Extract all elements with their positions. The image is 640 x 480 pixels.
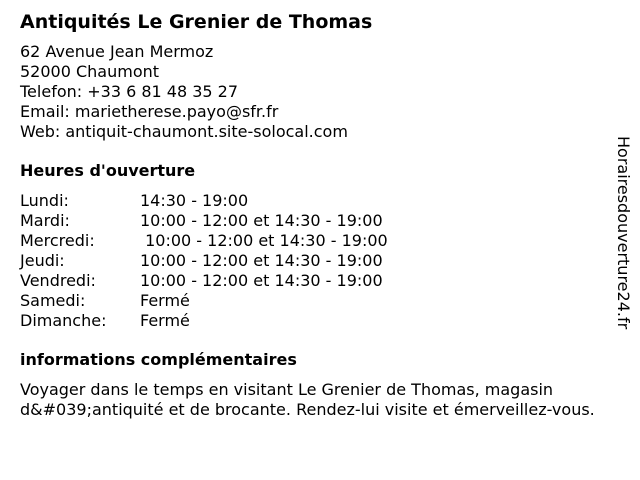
info-heading: informations complémentaires — [20, 350, 297, 369]
hours-day: Jeudi: — [20, 251, 65, 270]
hours-row-monday — [20, 191, 620, 211]
info-description: Voyager dans le temps en visitant Le Grenier de Thomas, magasin d&#039;antiquité et de brocante. Rendez-lui visite et émerveillez-vous. — [20, 380, 595, 419]
hours-time: 10:00 - 12:00 et 14:30 - 19:00 — [140, 271, 383, 290]
hours-day: Lundi: — [20, 191, 69, 210]
hours-time: Fermé — [140, 311, 190, 330]
hours-heading: Heures d'ouverture — [20, 161, 196, 180]
website: Web: antiquit-chaumont.site-solocal.com — [20, 122, 348, 141]
site-watermark: Horairesdouverture24.fr — [614, 136, 633, 330]
email-address: Email: marietherese.payo@sfr.fr — [20, 102, 279, 121]
hours-time: 10:00 - 12:00 et 14:30 - 19:00 — [140, 231, 388, 250]
hours-time: 10:00 - 12:00 et 14:30 - 19:00 — [140, 211, 383, 230]
address-line-1: 62 Avenue Jean Mermoz — [20, 42, 214, 61]
hours-day: Mardi: — [20, 211, 70, 230]
hours-row-sunday — [20, 311, 620, 331]
business-card — [20, 10, 620, 420]
hours-day: Samedi: — [20, 291, 86, 310]
hours-day: Vendredi: — [20, 271, 96, 290]
hours-table — [20, 191, 620, 331]
hours-time: Fermé — [140, 291, 190, 310]
hours-row-tuesday — [20, 211, 620, 231]
hours-row-wednesday — [20, 231, 620, 251]
hours-day: Mercredi: — [20, 231, 95, 250]
hours-row-friday — [20, 271, 620, 291]
hours-row-saturday — [20, 291, 620, 311]
hours-day: Dimanche: — [20, 311, 107, 330]
hours-time: 10:00 - 12:00 et 14:30 - 19:00 — [140, 251, 383, 270]
address-line-2: 52000 Chaumont — [20, 62, 160, 81]
hours-time: 14:30 - 19:00 — [140, 191, 249, 210]
business-name: Antiquités Le Grenier de Thomas — [20, 11, 373, 33]
phone-number: Telefon: +33 6 81 48 35 27 — [20, 82, 239, 101]
hours-row-thursday — [20, 251, 620, 271]
